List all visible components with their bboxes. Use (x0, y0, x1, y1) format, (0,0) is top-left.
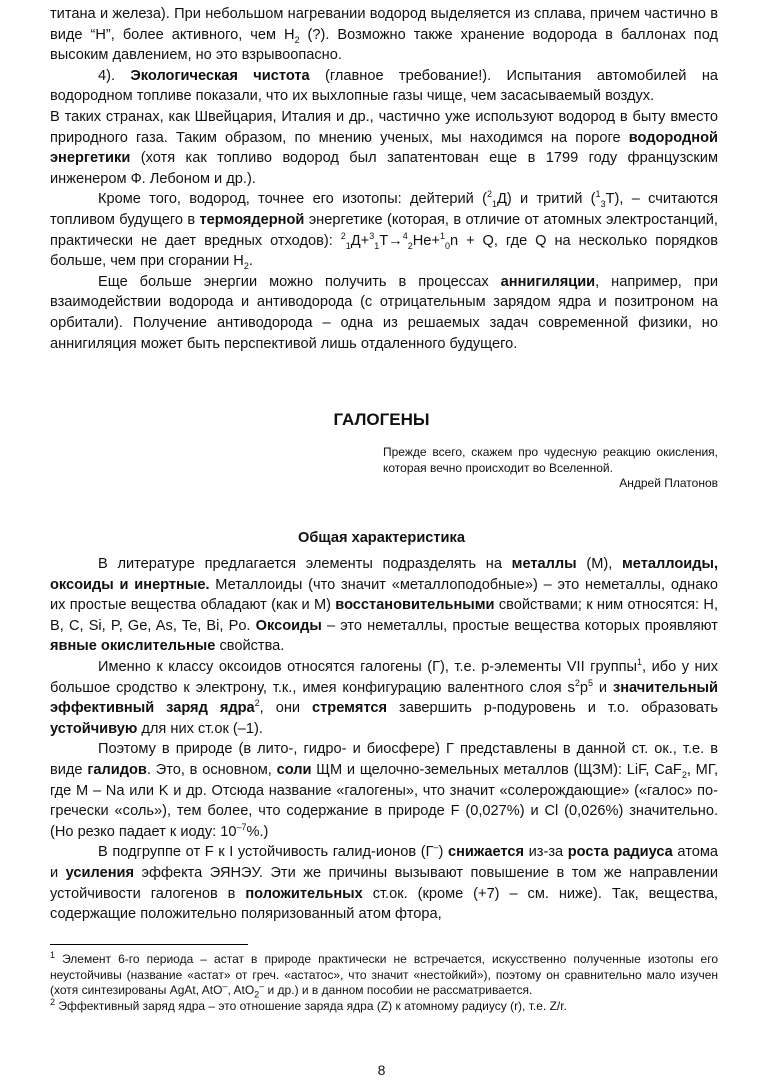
text-run: титана и железа). При небольшом нагревании водород выделяется из сплава, причем частично в виде “Н”, более активного, чем Н (50, 6, 718, 43)
text-run: из-за (524, 844, 568, 861)
text-run: ст.ок. (кроме (+7) – см. ниже). Так, вещества, содержащие положительно поляризованный атом фтора, (50, 885, 718, 923)
paragraph (50, 657, 718, 739)
supscript: 2 (50, 996, 56, 1007)
text-run: эффекта ЭЯНЭУ. Эти же причины вызывают повышение в том же направлении устойчивости галогенов в (50, 864, 718, 902)
text-run: Т→ (379, 232, 403, 249)
supscript: 2 (486, 189, 492, 200)
text-run: Т), – считаются топливом будущего в (50, 191, 718, 228)
text-run: Еще больше энергии можно получить в процессах (98, 273, 501, 290)
bold-term: металлы (511, 556, 577, 572)
text-run: атома и (50, 844, 718, 881)
subscript: 2 (294, 34, 300, 45)
text-run: , ибо у них большое сродство к электрону, т.к., имея конфигурацию валентного слоя s (50, 658, 719, 696)
subscript: 0 (444, 240, 450, 251)
subscript: 1 (374, 240, 380, 251)
text-run: , они (259, 700, 313, 717)
intro-text (50, 4, 718, 354)
bold-term: усиления (65, 864, 134, 881)
supscript: 5 (587, 677, 593, 688)
bold-term: металлоиды, оксоиды и инертные. (50, 556, 718, 593)
paragraph (50, 842, 718, 924)
text-run: (М), (576, 556, 622, 572)
text-run: В подгруппе от F к I устойчивость галид-ионов (Г (98, 844, 434, 861)
text-run: ) (438, 844, 448, 861)
subscript: 2 (681, 769, 687, 780)
bold-term: Экологическая чистота (130, 67, 310, 84)
paragraph (50, 739, 718, 842)
bold-term: аннигиляции (500, 273, 596, 290)
paragraph (50, 189, 718, 271)
text-run: и др.) и в данном пособии не рассматривается. (264, 983, 533, 998)
bold-term: устойчивую (50, 720, 138, 737)
bold-term: Оксоиды (255, 617, 322, 634)
epigraph-text: Прежде всего, скажем про чудесную реакцию окисления, которая вечно происходит во Вселенной. (383, 445, 718, 475)
text-run: свойства. (215, 638, 285, 655)
text-run: ЩМ и щелочно-земельных металлов (ЩЗМ): LiF, CaF (311, 761, 682, 778)
supscript: 2 (574, 677, 580, 688)
footnote (50, 996, 718, 1015)
subsection-heading: Общая характеристика (298, 530, 465, 546)
bold-term: восстановительными (335, 597, 495, 614)
text-run: p (579, 679, 588, 696)
supscript: 1 (595, 189, 601, 200)
subscript: 2 (254, 989, 260, 1000)
supscript: – (222, 981, 228, 992)
footnote (50, 952, 718, 999)
text-run: В таких странах, как Швейцария, Италия и др., частично уже используют водород в быту вместо природного газа. Таким образом, по мнению ученых, мы находимся на пороге (50, 108, 718, 146)
text-run: для них ст.ок (–1). (137, 720, 263, 737)
epigraph (383, 445, 718, 492)
bold-term: термоядерной (199, 211, 305, 228)
supscript: 1 (50, 950, 56, 960)
paragraph (50, 272, 718, 354)
paragraph (50, 554, 718, 657)
text-run: . (248, 253, 253, 270)
supscript: 2 (254, 698, 260, 709)
supscript: –7 (236, 821, 247, 832)
subscript: 2 (407, 240, 413, 251)
text-run: Кроме того, водород, точнее его изотопы: дейтерий ( (98, 191, 487, 208)
subscript: 3 (600, 199, 606, 210)
supscript: – (433, 842, 439, 853)
paragraph (50, 107, 718, 189)
epigraph-author: Андрей Платонов (619, 476, 718, 490)
text-run: свойствами; к ним относятся: H, B, C, Si, P, Ge, As, Te, Bi, Po. (50, 597, 718, 634)
paragraph (50, 4, 718, 66)
text-run: , AtO (227, 983, 255, 998)
text-run: Элемент 6-го периода – астат в природе практически не встречается, искусственно полученные изотопы его неустойчивы (название «астат» от греч. «астатос», что значит «нестойкий»), поэтому он сравнительно мало изучен (хотя синтезированы AgAt, AtO (50, 952, 718, 998)
footnotes (50, 952, 718, 1014)
bold-term: значительный эффективный заряд ядра (50, 679, 718, 717)
text-run: , например, при взаимодействии водорода и антиводорода (с отрицательным зарядом ядра и позитроном на орбитали). Получение антиводорода – одна из решаемых задач современной физики, но аннигиляция может быть перспективой лишь отдаленного будущего. (50, 273, 718, 352)
text-run: He+ (412, 232, 440, 249)
text-run: Д+ (350, 232, 370, 249)
subscript: 2 (243, 261, 249, 272)
text-run: энергетике (которая, в отличие от атомных электростанций, практически не дает вредных отходов): (50, 211, 718, 249)
supscript: 1 (439, 230, 445, 241)
text-run: %.) (246, 823, 269, 840)
main-text (50, 554, 718, 925)
text-run: В литературе предлагается элементы подразделять на (98, 556, 512, 572)
text-run: Д) и тритий ( (496, 191, 596, 208)
paragraph (50, 66, 718, 107)
bold-term: положительных (245, 885, 363, 902)
bold-term: водородной энергетики (50, 129, 718, 167)
bold-term: снижается (447, 844, 525, 861)
supscript: 1 (637, 657, 643, 668)
text-run: Поэтому в природе (в лито-, гидро- и биосфере) Г представлены в данной ст. ок., т.е. в виде (50, 741, 718, 778)
text-run: . Это, в основном, (146, 761, 277, 778)
page-number: 8 (377, 1062, 386, 1078)
text-run: и (593, 679, 613, 696)
supscript: 4 (402, 230, 408, 241)
text-run: Металлоиды (что значит «металлоподобные») – это неметаллы, однако их простые вещества обладают (как и М) (50, 576, 718, 614)
supscript: 3 (369, 230, 375, 241)
footnote-divider (50, 944, 248, 945)
text-run: (?). Возможно также хранение водорода в баллонах под высоким давлением, но это взрывоопасно. (50, 26, 719, 64)
text-run: n + Q, где Q на несколько порядков больше, чем при сгорании Н (50, 232, 718, 270)
supscript: – (259, 981, 265, 992)
subscript: 1 (345, 240, 351, 251)
bold-term: соли (276, 761, 312, 778)
subscript: 1 (491, 199, 497, 210)
text-run: Эффективный заряд ядра – это отношение заряда ядра (Z) к атомному радиусу (r), т.е. Z/r. (55, 998, 567, 1013)
text-run: 4). (98, 67, 131, 84)
text-run: (главное требование!). Испытания автомобилей на водородном топливе показали, что их выхлопные газы чище, чем засасываемый воздух. (50, 67, 719, 105)
text-run: завершить р-подуровень и т.о. образовать (387, 700, 718, 717)
section-heading: ГАЛОГЕНЫ (333, 410, 430, 429)
text-run: – это неметаллы, простые вещества которых проявляют (321, 617, 718, 634)
text-run: Именно к классу оксоидов относятся галогены (Г), т.е. р-элементы VII группы (98, 658, 638, 675)
text-run: , МГ, где М – Na или K и др. Отсюда название «галогены», что значит «солерождающие» («галос» по-гречески «соль»), тем более, что содержание в природе F (0,027%) и Cl (0,026%) значительно. (Но резко падает к иоду: 10 (50, 761, 718, 840)
bold-term: явные окислительные (50, 638, 216, 655)
bold-term: стремятся (312, 700, 388, 717)
bold-term: роста радиуса (567, 844, 673, 861)
text-run: (хотя как топливо водород был запатентован еще в 1799 году французским инженером Ф. Лебоном и др.). (50, 150, 718, 187)
supscript: 2 (340, 230, 346, 241)
bold-term: галидов (87, 761, 147, 778)
